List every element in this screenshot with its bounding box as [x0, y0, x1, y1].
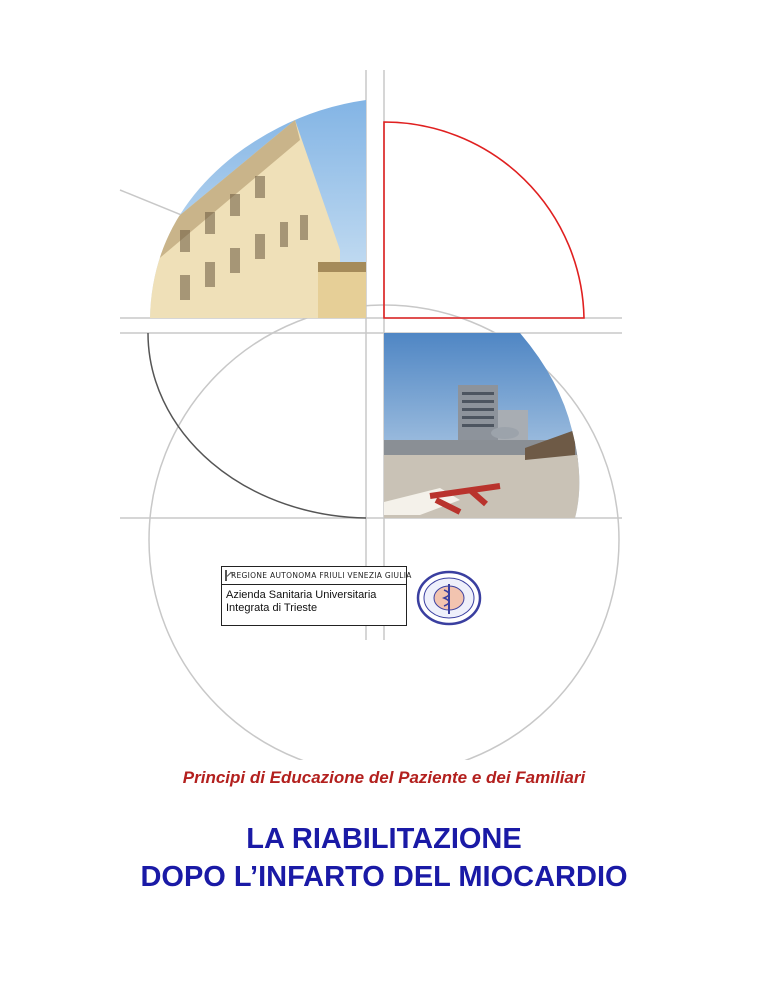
red-quarter-arc	[384, 122, 584, 318]
hospital-photo	[384, 333, 584, 523]
region-header	[222, 567, 412, 585]
subtitle: Principi di Educazione del Paziente e dei Familiari	[182, 768, 586, 787]
organization-name-line1: Azienda Sanitaria Universitaria	[226, 589, 377, 601]
region-logo	[221, 566, 412, 626]
historic-building-photo	[140, 90, 380, 330]
dark-quarter-arc	[148, 333, 366, 518]
title-line-2: DOPO L’INFARTO DEL MIOCARDIO	[140, 861, 628, 893]
region-name: REGIONE AUTONOMA FRIULI VENEZIA GIULIA	[231, 571, 412, 580]
organization-name-line2: Integrata di Trieste	[226, 602, 318, 614]
title-line-1: LA RIABILITAZIONE	[246, 823, 522, 855]
medical-seal-icon	[416, 570, 482, 626]
document-title	[0, 820, 768, 896]
region-crest-icon	[225, 570, 227, 581]
